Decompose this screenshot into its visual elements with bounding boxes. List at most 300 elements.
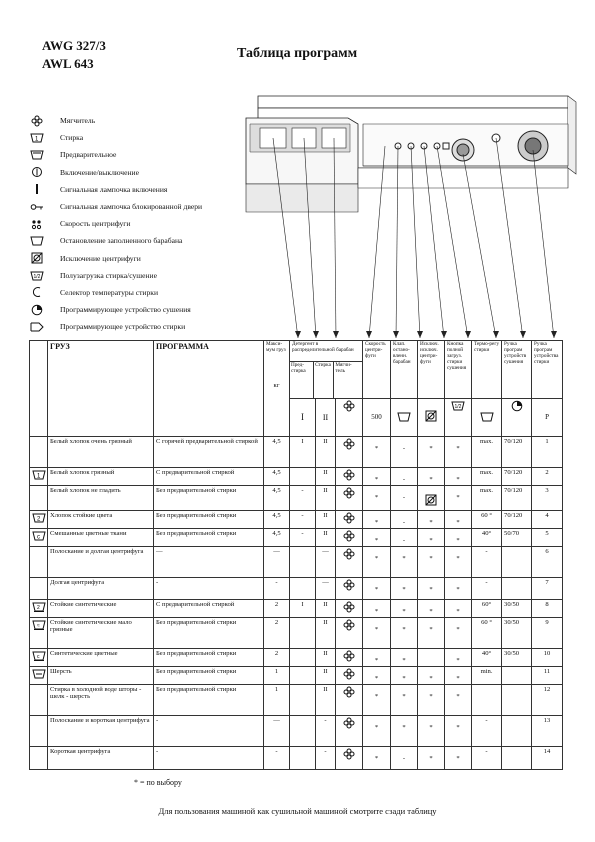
row-spin bbox=[363, 684, 391, 715]
legend-item bbox=[30, 112, 260, 129]
machine-panel-illustration bbox=[238, 88, 578, 338]
row-no-spin-value: * bbox=[429, 692, 433, 700]
row-program: Без предварительной стирки bbox=[154, 510, 264, 528]
row-icon-cell bbox=[30, 666, 48, 684]
legend-label: Мягчитель bbox=[60, 116, 96, 126]
row-half-load bbox=[445, 666, 472, 684]
row-load: Белый хлопок грязный bbox=[48, 468, 154, 486]
row-drum-stop-value: * bbox=[402, 625, 406, 633]
row-drum-stop bbox=[391, 528, 418, 546]
synthetic-1-icon bbox=[32, 604, 46, 614]
row-temp: max. bbox=[472, 437, 502, 468]
row-half-load-value: * bbox=[456, 754, 460, 762]
wool-icon bbox=[32, 674, 46, 681]
row-half-load-value: * bbox=[456, 585, 460, 593]
row-temp: max. bbox=[472, 486, 502, 511]
symbol-pre: I bbox=[290, 399, 316, 437]
row-spin-value: * bbox=[374, 692, 379, 700]
row-icon-cell bbox=[30, 648, 48, 666]
row-load: Белый хлопок не гладить bbox=[48, 486, 154, 511]
dry-timer-icon bbox=[30, 304, 44, 316]
row-softener bbox=[336, 546, 363, 577]
no-spin-icon bbox=[425, 494, 437, 509]
row-wash: II bbox=[316, 648, 336, 666]
row-spin-value: * bbox=[374, 518, 379, 526]
model-name-2: AWL 643 bbox=[42, 56, 94, 71]
softener-flower-icon bbox=[343, 476, 355, 483]
row-wash: — bbox=[316, 546, 336, 577]
row-spin bbox=[363, 648, 391, 666]
page-title: Таблица программ bbox=[237, 46, 358, 61]
row-prewash: - bbox=[290, 510, 316, 528]
row-program: Без предварительной стирки bbox=[154, 648, 264, 666]
wash-programmer-icon bbox=[30, 321, 44, 333]
softener-flower-icon bbox=[343, 755, 355, 762]
row-drum-stop bbox=[391, 666, 418, 684]
row-icon-cell bbox=[30, 468, 48, 486]
svg-text:1/2: 1/2 bbox=[454, 404, 462, 410]
row-half-load bbox=[445, 599, 472, 617]
legend-item bbox=[30, 164, 260, 181]
header-thermo: Термо-регу стирки bbox=[472, 341, 502, 399]
row-softener bbox=[336, 617, 363, 648]
row-max-load: 4,5 bbox=[264, 468, 290, 486]
row-prog-number: 1 bbox=[532, 437, 563, 468]
footnote: * = по выбору bbox=[134, 778, 182, 787]
table-header-row bbox=[30, 341, 563, 399]
row-load: Шерсть bbox=[48, 666, 154, 684]
row-spin-value: * bbox=[374, 585, 379, 593]
row-prog-number: 14 bbox=[532, 746, 563, 769]
row-half-load bbox=[445, 437, 472, 468]
row-half-load bbox=[445, 746, 472, 769]
table-row bbox=[30, 437, 563, 468]
row-drum-stop-value: - bbox=[402, 754, 406, 762]
no-spin-icon bbox=[30, 252, 44, 264]
row-drum-stop-value: * bbox=[402, 554, 406, 562]
row-softener bbox=[336, 468, 363, 486]
row-half-load-value: * bbox=[456, 476, 460, 483]
row-temp bbox=[472, 684, 502, 715]
row-prewash: I bbox=[290, 599, 316, 617]
row-softener bbox=[336, 486, 363, 511]
row-no-spin-value: * bbox=[429, 723, 433, 731]
row-prog-number: 12 bbox=[532, 684, 563, 715]
softener-flower-icon bbox=[343, 586, 355, 593]
row-load: Синтетические цветные bbox=[48, 648, 154, 666]
power-lamp-icon bbox=[30, 183, 44, 195]
row-dry bbox=[502, 666, 532, 684]
legend-item bbox=[30, 318, 260, 335]
row-wash: II bbox=[316, 666, 336, 684]
row-program: Без предварительной стирки bbox=[154, 528, 264, 546]
symbol-wash: II bbox=[316, 399, 336, 437]
row-prewash: - bbox=[290, 528, 316, 546]
table-row bbox=[30, 468, 563, 486]
row-half-load bbox=[445, 510, 472, 528]
row-dry bbox=[502, 577, 532, 599]
legend-item bbox=[30, 232, 260, 249]
softener-flower-icon bbox=[343, 693, 355, 700]
row-dry: 30/50 bbox=[502, 599, 532, 617]
row-dry: 70/120 bbox=[502, 468, 532, 486]
row-half-load bbox=[445, 617, 472, 648]
table-row bbox=[30, 546, 563, 577]
row-temp: - bbox=[472, 577, 502, 599]
row-dry: 70/120 bbox=[502, 437, 532, 468]
row-program: - bbox=[154, 577, 264, 599]
row-temp: min. bbox=[472, 666, 502, 684]
row-spin bbox=[363, 666, 391, 684]
row-prog-number: 13 bbox=[532, 715, 563, 746]
row-wash: - bbox=[316, 715, 336, 746]
row-prewash bbox=[290, 648, 316, 666]
row-prog-number: 6 bbox=[532, 546, 563, 577]
row-softener bbox=[336, 510, 363, 528]
row-program: Без предварительной стирки bbox=[154, 684, 264, 715]
row-half-load-value: * bbox=[456, 445, 460, 452]
row-softener bbox=[336, 437, 363, 468]
softener-flower-icon bbox=[343, 445, 355, 452]
row-drum-stop-value: * bbox=[402, 692, 406, 700]
row-spin bbox=[363, 486, 391, 511]
row-drum-stop bbox=[391, 746, 418, 769]
svg-text:1: 1 bbox=[37, 473, 41, 480]
table-row bbox=[30, 746, 563, 769]
softener-flower-icon bbox=[343, 626, 355, 633]
symbol-wash-prog: Р bbox=[532, 399, 563, 437]
table-row bbox=[30, 617, 563, 648]
drum-stop-icon bbox=[30, 235, 44, 247]
legend-item bbox=[30, 301, 260, 318]
row-load: Полоскание и короткая центрифуга bbox=[48, 715, 154, 746]
row-program: Без предварительной стирки bbox=[154, 617, 264, 648]
legend-item bbox=[30, 284, 260, 301]
row-wash: II bbox=[316, 486, 336, 511]
row-half-load bbox=[445, 648, 472, 666]
row-icon-cell bbox=[30, 577, 48, 599]
row-program: - bbox=[154, 746, 264, 769]
row-no-spin bbox=[418, 486, 445, 511]
row-spin bbox=[363, 510, 391, 528]
row-no-spin bbox=[418, 684, 445, 715]
legend-label: Сигнальная лампочка блокированной двери bbox=[60, 202, 203, 212]
legend-label: Исключение центрифуги bbox=[60, 253, 141, 263]
row-no-spin-value: * bbox=[429, 554, 433, 562]
softener-flower-icon bbox=[343, 608, 355, 615]
row-drum-stop-value: * bbox=[402, 607, 406, 615]
table-row bbox=[30, 715, 563, 746]
row-icon-cell bbox=[30, 486, 48, 511]
header-drum-stop: Клап. остано-вленн. барабан bbox=[391, 341, 418, 399]
legend-label: Селектор температуры стирки bbox=[60, 287, 159, 297]
row-no-spin-value: * bbox=[429, 585, 433, 593]
row-no-spin bbox=[418, 528, 445, 546]
legend-item bbox=[30, 215, 260, 232]
row-spin bbox=[363, 577, 391, 599]
wash-tub-2-icon bbox=[32, 518, 46, 525]
legend-item bbox=[30, 198, 260, 215]
legend-label: Программирующее устройство сушения bbox=[60, 305, 191, 315]
row-half-load-value: * bbox=[456, 674, 460, 682]
drum-stop-icon bbox=[391, 399, 418, 437]
row-half-load bbox=[445, 528, 472, 546]
row-half-load bbox=[445, 715, 472, 746]
row-prog-number: 2 bbox=[532, 468, 563, 486]
row-load: Белый хлопок очень грязный bbox=[48, 437, 154, 468]
legend-item bbox=[30, 181, 260, 198]
row-half-load-value: * bbox=[456, 518, 460, 526]
row-load: Полоскание и долгая центрифуга bbox=[48, 546, 154, 577]
softener-flower-icon bbox=[343, 555, 355, 562]
row-prog-number: 4 bbox=[532, 510, 563, 528]
row-prog-number: 7 bbox=[532, 577, 563, 599]
row-half-load bbox=[445, 546, 472, 577]
row-spin-value: * bbox=[374, 554, 379, 562]
row-max-load: 1 bbox=[264, 666, 290, 684]
row-prewash bbox=[290, 746, 316, 769]
row-no-spin-value: * bbox=[429, 674, 433, 682]
row-program: С предварительной стиркой bbox=[154, 599, 264, 617]
row-softener bbox=[336, 577, 363, 599]
legend-label: Остановление заполненного барабана bbox=[60, 236, 183, 246]
row-prog-number: 10 bbox=[532, 648, 563, 666]
legend-label: Полузагрузка стирка/сушение bbox=[60, 270, 157, 280]
row-no-spin-value: * bbox=[429, 625, 433, 633]
legend-label: Программирующее устройство стирки bbox=[60, 322, 186, 332]
row-temp: - bbox=[472, 715, 502, 746]
legend-label: Предварительное bbox=[60, 150, 117, 160]
bottom-note: Для пользования машиной как сушильной машиной смотрите сзади таблицу bbox=[158, 806, 437, 816]
table-row bbox=[30, 510, 563, 528]
model-name-1: AWG 327/3 bbox=[42, 38, 106, 53]
row-load: Стойкие синтетические bbox=[48, 599, 154, 617]
row-max-load: 2 bbox=[264, 648, 290, 666]
row-no-spin bbox=[418, 546, 445, 577]
row-prog-number: 3 bbox=[532, 486, 563, 511]
row-drum-stop bbox=[391, 546, 418, 577]
row-load: Долгая центрифуга bbox=[48, 577, 154, 599]
row-dry bbox=[502, 715, 532, 746]
row-icon-cell bbox=[30, 746, 48, 769]
row-max-load: - bbox=[264, 746, 290, 769]
row-no-spin-value: * bbox=[429, 607, 433, 615]
row-spin-value: * bbox=[374, 625, 379, 633]
legend-label: Сигнальная лампочка включения bbox=[60, 184, 168, 194]
row-no-spin bbox=[418, 648, 445, 666]
row-no-spin-value: * bbox=[429, 754, 433, 762]
table-row bbox=[30, 666, 563, 684]
row-prog-number: 9 bbox=[532, 617, 563, 648]
softener-flower-icon bbox=[343, 494, 355, 501]
softener-flower-icon bbox=[343, 537, 355, 544]
row-spin bbox=[363, 746, 391, 769]
row-no-spin bbox=[418, 599, 445, 617]
header-no-spin: Исключ. исключ. центри-фуги bbox=[418, 341, 445, 399]
svg-text:2: 2 bbox=[37, 516, 41, 523]
row-wash: II bbox=[316, 684, 336, 715]
svg-text:1: 1 bbox=[35, 136, 39, 143]
row-spin-value: * bbox=[374, 674, 379, 682]
row-drum-stop bbox=[391, 486, 418, 511]
synthetic-2-icon bbox=[32, 622, 46, 632]
row-drum-stop bbox=[391, 468, 418, 486]
row-half-load-value: * bbox=[456, 723, 460, 731]
row-half-load-value: * bbox=[456, 607, 460, 615]
row-half-load-value: * bbox=[456, 656, 460, 664]
row-half-load-value: * bbox=[456, 494, 460, 501]
row-prewash bbox=[290, 617, 316, 648]
row-no-spin-value: * bbox=[429, 518, 433, 526]
table-row bbox=[30, 684, 563, 715]
row-no-spin bbox=[418, 746, 445, 769]
row-drum-stop bbox=[391, 599, 418, 617]
row-spin bbox=[363, 437, 391, 468]
row-load: Стойкие синтетические мало грязные bbox=[48, 617, 154, 648]
row-half-load bbox=[445, 577, 472, 599]
row-drum-stop-value: - bbox=[402, 536, 406, 544]
legend-label: Стирка bbox=[60, 133, 84, 143]
row-prog-number: 8 bbox=[532, 599, 563, 617]
row-dry: 30/50 bbox=[502, 617, 532, 648]
row-max-load: 4,5 bbox=[264, 528, 290, 546]
row-drum-stop bbox=[391, 617, 418, 648]
row-prewash bbox=[290, 468, 316, 486]
row-no-spin bbox=[418, 666, 445, 684]
softener-flower-icon bbox=[343, 675, 355, 682]
legend-item bbox=[30, 250, 260, 267]
row-wash: II bbox=[316, 437, 336, 468]
row-spin-value: * bbox=[374, 476, 379, 483]
row-prewash: I bbox=[290, 437, 316, 468]
legend-label: Включение/выключение bbox=[60, 167, 139, 177]
temperature-icon bbox=[472, 399, 502, 437]
row-load: Хлопок стойкие цвета bbox=[48, 510, 154, 528]
row-temp: 60° bbox=[472, 599, 502, 617]
row-max-load: 4,5 bbox=[264, 437, 290, 468]
row-load: Смешанные цветные ткани bbox=[48, 528, 154, 546]
row-no-spin bbox=[418, 437, 445, 468]
row-drum-stop-value: - bbox=[402, 494, 406, 501]
row-drum-stop bbox=[391, 684, 418, 715]
row-max-load: — bbox=[264, 546, 290, 577]
row-drum-stop bbox=[391, 715, 418, 746]
row-temp: 40° bbox=[472, 528, 502, 546]
row-program: С горячей предварительной стиркой bbox=[154, 437, 264, 468]
row-softener bbox=[336, 746, 363, 769]
row-icon-cell bbox=[30, 546, 48, 577]
svg-text:c: c bbox=[37, 534, 40, 541]
row-spin-value: * bbox=[374, 607, 379, 615]
legend-item bbox=[30, 129, 260, 146]
row-load: Стирка в холодной воде шторы - шелк - шерсть bbox=[48, 684, 154, 715]
row-temp: max. bbox=[472, 468, 502, 486]
svg-text:1/2: 1/2 bbox=[33, 273, 41, 280]
softener-flower-icon bbox=[30, 115, 44, 127]
row-drum-stop-value: * bbox=[402, 585, 406, 593]
row-icon-cell bbox=[30, 617, 48, 648]
header-spin-speed: Скорость центри-фуги bbox=[363, 341, 391, 399]
svg-text:2: 2 bbox=[37, 604, 40, 611]
row-half-load bbox=[445, 684, 472, 715]
row-icon-cell bbox=[30, 684, 48, 715]
table-row bbox=[30, 599, 563, 617]
softener-flower-icon bbox=[336, 399, 363, 437]
dry-timer-icon bbox=[502, 399, 532, 437]
row-max-load: - bbox=[264, 577, 290, 599]
header-dry-handle: Ручка програм устройств сушения bbox=[502, 341, 532, 399]
row-half-load-value: * bbox=[456, 692, 460, 700]
row-half-load-value: * bbox=[456, 625, 460, 633]
header-wash-handle: Ручка програм устройства стирки bbox=[532, 341, 563, 399]
row-icon-cell bbox=[30, 599, 48, 617]
row-softener bbox=[336, 715, 363, 746]
row-program: Без предварительной стирки bbox=[154, 666, 264, 684]
row-drum-stop-value: - bbox=[402, 445, 406, 452]
row-spin bbox=[363, 546, 391, 577]
wash-tub-3-icon bbox=[32, 536, 46, 543]
header-icon-cell bbox=[30, 341, 48, 437]
wash-tub-1-icon bbox=[30, 132, 44, 144]
half-load-icon bbox=[30, 269, 44, 281]
row-spin bbox=[363, 617, 391, 648]
row-spin-value: * bbox=[374, 494, 379, 501]
row-wash: II bbox=[316, 468, 336, 486]
row-wash: II bbox=[316, 617, 336, 648]
row-temp: 60 ° bbox=[472, 510, 502, 528]
row-icon-cell bbox=[30, 437, 48, 468]
row-prewash bbox=[290, 546, 316, 577]
row-spin-value: * bbox=[374, 754, 379, 762]
header-program: ПРОГРАММА bbox=[154, 341, 264, 437]
row-dry: 70/120 bbox=[502, 486, 532, 511]
synthetic-3-icon bbox=[32, 653, 46, 663]
row-spin-value: * bbox=[374, 656, 379, 664]
row-softener bbox=[336, 528, 363, 546]
row-no-spin bbox=[418, 617, 445, 648]
row-drum-stop-value: * bbox=[402, 674, 406, 682]
row-max-load: 4,5 bbox=[264, 510, 290, 528]
row-dry: 70/120 bbox=[502, 510, 532, 528]
row-spin-value: * bbox=[374, 723, 379, 731]
row-dry bbox=[502, 746, 532, 769]
softener-flower-icon bbox=[343, 657, 355, 664]
row-softener bbox=[336, 648, 363, 666]
legend-label: Скорость центрифуги bbox=[60, 219, 131, 229]
row-drum-stop bbox=[391, 648, 418, 666]
row-drum-stop bbox=[391, 577, 418, 599]
row-spin-value: * bbox=[374, 445, 379, 452]
row-prewash bbox=[290, 684, 316, 715]
row-half-load-value: * bbox=[456, 536, 460, 544]
row-temp: 60 ° bbox=[472, 617, 502, 648]
header-max-load: Макси-мум груз кг bbox=[264, 341, 290, 437]
row-spin bbox=[363, 715, 391, 746]
row-wash: - bbox=[316, 746, 336, 769]
row-spin bbox=[363, 528, 391, 546]
row-no-spin-value: * bbox=[429, 476, 433, 483]
table-row bbox=[30, 577, 563, 599]
row-prewash bbox=[290, 666, 316, 684]
row-half-load-value: * bbox=[456, 554, 460, 562]
row-no-spin bbox=[418, 510, 445, 528]
row-temp: - bbox=[472, 546, 502, 577]
softener-flower-icon bbox=[343, 724, 355, 731]
door-lock-icon bbox=[30, 201, 44, 213]
row-drum-stop-value: * bbox=[402, 656, 406, 664]
half-load-icon bbox=[445, 399, 472, 437]
table-row bbox=[30, 528, 563, 546]
